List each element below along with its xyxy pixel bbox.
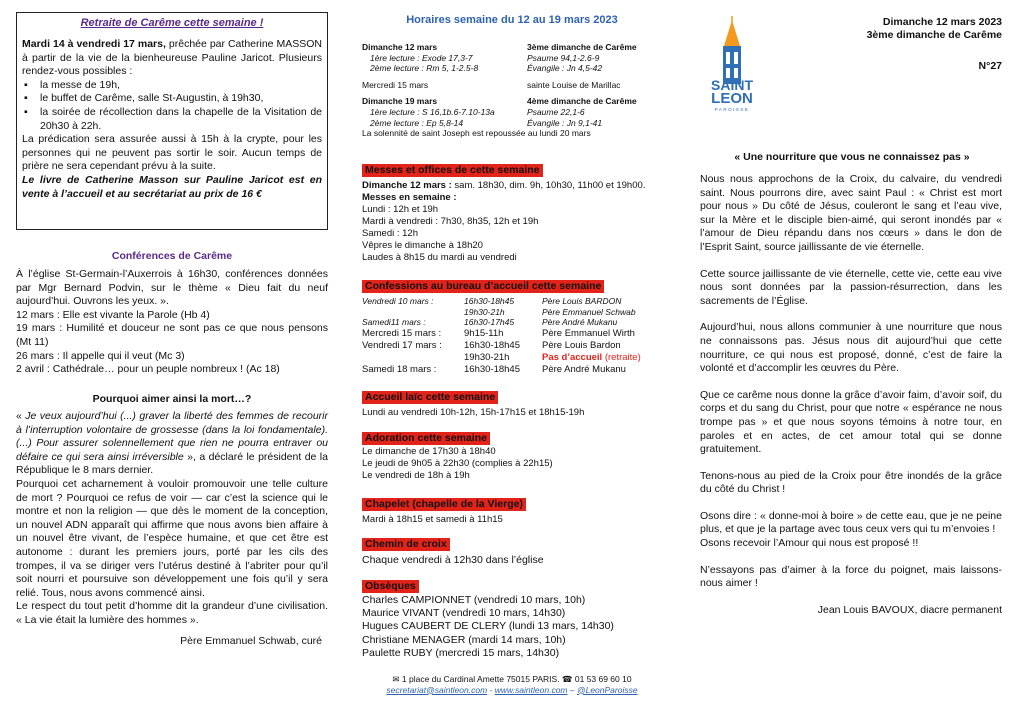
table-row [362,352,662,364]
chapelet-section [362,494,662,526]
conferences-body [16,268,328,377]
article-signature: Père Emmanuel Schwab, curé [180,634,322,647]
header-sunday: 3ème dimanche de Carême [866,29,1002,41]
chemin-section [362,534,662,568]
confession-priest: Père André Mukanu [542,317,618,328]
chapelet-title: Chapelet (chapelle de la Vierge) [362,498,526,511]
article-body [16,410,328,648]
confessions-title: Confessions au bureau d’accueil cette semaine [362,280,604,293]
confession-day: Samedi11 mars : [362,317,426,328]
header [867,16,1002,72]
header-number: N°27 [978,60,1002,72]
editorial-body [700,173,1002,617]
quote-open: « [16,410,26,422]
article-paragraph-2: Le respect du tout petit d’homme dit la grandeur d’une civilisation. « La vie était la lumière des hommes ». [16,600,328,626]
accueil-section [362,387,662,419]
obseques-line: Maurice VIVANT (vendredi 10 mars, 14h30) [362,607,566,620]
confession-priest: Père Emmanuel Schwab [542,306,636,317]
messes-line: Mardi à vendredi : 7h30, 8h35, 12h et 19h [362,216,539,227]
adoration-section [362,428,662,482]
email-link[interactable]: secretariat@saintleon.com [386,684,488,695]
envelope-icon: ✉ [392,674,400,684]
editorial-paragraph: N’essayons pas d’aimer à la force du poignet, mais laissons-nous aimer ! [700,563,1002,590]
messes-line: Laudes à 8h15 du mardi au vendredi [362,252,517,263]
retraite-note: (retraite) [602,351,641,363]
conferences-title: Conférences de Carême [111,250,233,262]
sunday19-label: 4ème dimanche de Carême [527,96,637,107]
chemin-text: Chaque vendredi à 12h30 dans l’église [362,554,544,566]
quote-close: », a déclaré le président de la République le 8 mars dernier. [16,450,328,477]
sunday19-readings-2 [362,118,662,129]
retraite-paragraph: La prédication sera assurée aussi à 15h à la crypte, pour les personnes qui ne peuvent pas sortir le soir. Aucun temps de prière ne sera cependant prévu à la suite. [22,133,322,173]
obseques-line: Paulette RUBY (mercredi 15 mars, 14h30) [362,646,560,659]
confession-time: 19h30-21h [464,351,510,363]
confession-no-service [542,352,641,364]
retraite-box [16,12,328,230]
article-quote [16,410,328,478]
horaires-title: Horaires semaine du 12 au 19 mars 2023 [406,14,618,26]
sunday19-date: Dimanche 19 mars [362,96,438,107]
retraite-intro-bold: Mardi 14 à vendredi 17 mars, [22,38,166,50]
list-item: 26 mars : Il appelle qui il veut (Mc 3) [16,349,185,362]
sunday19-header [362,96,662,107]
sunday12-psalm: Psaume 94,1-2.6-9 [527,52,600,63]
table-row [362,364,662,376]
wednesday15-date: Mercredi 15 mars [362,79,429,90]
confessions-table [362,296,662,376]
editorial-signature: Jean Louis BAVOUX, diacre permanent [817,603,1002,616]
article-paragraph-1: Pourquoi cet acharnement à vouloir promouvoir une telle culture de mort ? Pourquoi ce refus de voir — car c’est la science qui le montre et non la religion — que dès le moment de la conception, un nouvel ADN apparaît qui affirme que nous avons bien affaire à un nouvel être vivant, de l’espèce humaine, et que cet être est autonome : durant les premiers jours, porté par les cils des trompes, il va se diriger vers l’utérus destiné à l’abriter pour qu’il soit nourri et poursuive son développement une fois qu’il y sera relié. Tous, nous avons commencé ainsi. [16,477,328,599]
table-row [362,307,662,318]
footer-address-text: 1 place du Cardinal Amette 75015 PARIS. ☎ 01 53 69 60 10 [401,674,632,684]
logo-saint: SAINT [711,77,753,93]
list-item: ▪ la messe de 19h, [40,79,322,93]
sunday19-reading1: 1ère lecture : S 16,1b.6-7.10-13a [370,106,495,117]
retraite-title: Retraite de Carême cette semaine ! [80,17,264,29]
article-quote-text: Je veux aujourd’hui (...) graver la liberté des femmes de recourir à l’interruption volontaire de grossesse (dans la loi fondamentale). (...) Pour assurer solennellement que rien ne pourra entraver ou défaire ce qui sera ainsi irréversible [16,410,328,463]
confession-time: 16h30-18h45 [464,363,520,375]
confession-time: 16h30-18h45 [464,296,515,306]
social-link[interactable]: @LeonParoisse [576,684,638,695]
retraite-intro-text: prêchée par Catherine MASSON à partir de la vie de la bienheureuse Pauline Jaricot. Plusieurs rendez-vous possibles : [22,38,322,78]
confessions-section [362,276,662,376]
chemin-title: Chemin de croix [362,538,450,551]
retraite-book: Le livre de Catherine Masson sur Pauline Jaricot est en vente à l’accueil et au secrétariat au prix de 16 € [22,173,322,200]
editorial-paragraph: Que ce carême nous donne la grâce d’avoir faim, d’avoir soif, du corps et du sang du Christ, pour que notre « espérance ne nous trompe pas » et que nous soyons témoins à notre tour, en paroles et en actes, de cet amour total qui se donne gratuitement. [700,388,1002,456]
list-item: 2 avril : Cathédrale… pour un peuple nombreux ! (Ac 18) [16,363,280,376]
footer [362,674,662,695]
sunday19-readings-1 [362,107,662,118]
sunday12-header [362,42,662,53]
sunday12-readings-2 [362,63,662,74]
confession-day: Samedi 18 mars : [362,363,437,375]
obseques-title: Obsèques [362,580,419,593]
adoration-line: Le jeudi de 9h05 à 22h30 (complies à 22h15) [362,458,553,469]
messes-sunday [362,180,662,192]
wednesday15 [362,80,662,91]
obseques-line: Charles CAMPIONNET (vendredi 10 mars, 10h) [362,594,586,606]
article-title: Pourquoi aimer ainsi la mort…? [92,393,252,405]
messes-line: Lundi : 12h et 19h [362,204,439,215]
list-item: 19 mars : Humilité et douceur ne sont pas ce que nous pensons (Mt 11) [16,322,328,348]
confession-priest: Père André Mukanu [542,363,626,375]
editorial-paragraph: Cette source jaillissante de vie éternelle, cette vie, cette eau vive nous sont données par la passion-résurrection, dans les sacrements de l’Église. [700,267,1002,307]
messes-sunday-times: sam. 18h30, dim. 9h, 10h30, 11h00 et 19h00. [451,180,646,191]
list-item: 12 mars : Elle est vivante la Parole (Hb 4) [16,308,210,321]
messes-section [362,160,662,264]
messes-line: Vêpres le dimanche à 18h20 [362,240,483,251]
sunday19-psalm: Psaume 22,1-6 [527,106,585,117]
website-link[interactable]: www.saintleon.com [494,684,568,695]
confession-day: Mercredi 15 mars : [362,327,442,339]
list-item: ▪ la soirée de récollection dans la chapelle de la Visitation de 20h30 à 22h. [40,106,322,133]
sunday12-gospel: Évangile : Jn 4,5-42 [527,63,603,74]
horaires-note: La solennité de saint Joseph est repoussée au lundi 20 mars [362,128,591,139]
sunday12-date: Dimanche 12 mars [362,42,438,52]
horaires-block [362,42,662,139]
sunday12-label: 3ème dimanche de Carême [527,42,637,52]
header-date: Dimanche 12 mars 2023 [882,16,1002,28]
logo-leon: LEON [711,90,753,107]
confession-time: 19h30-21h [464,306,505,317]
sunday12-reading1: 1ère lecture : Exode 17,3-7 [370,52,473,63]
chapelet-text: Mardi à 18h15 et samedi à 11h15 [362,514,503,525]
list-item: ▪ le buffet de Carême, salle St-Augustin, à 19h30, [40,92,322,106]
editorial-paragraph: Tenons-nous au pied de la Croix pour être inondés de la grâce du côté du Christ ! [700,469,1002,496]
wednesday15-label: sainte Louise de Marillac [527,79,621,90]
obseques-line: Christiane MENAGER (mardi 14 mars, 10h) [362,633,566,646]
retraite-intro [22,38,322,79]
table-row [362,296,662,307]
obseques-section [362,576,662,660]
editorial-title: « Une nourriture que vous ne connaissez pas » [734,151,970,163]
confession-priest: Père Louis Bardon [542,339,621,351]
footer-address [362,674,662,685]
sunday19-gospel: Évangile : Jn 9,1-41 [527,117,603,128]
confession-day [362,307,464,318]
adoration-title: Adoration cette semaine [362,432,490,445]
accueil-title: Accueil laïc cette semaine [362,391,498,404]
confession-time: 9h15-11h [464,327,504,339]
confession-time: 16h30-18h45 [464,339,520,351]
conferences-intro: À l’église St-Germain-l’Auxerrois à 16h30, conférences données par Mgr Bernard Podvin, sur le thème « Dieu fait du neuf aujourd’hui. Ouvrons les yeux. ». [16,268,328,308]
adoration-line: Le dimanche de 17h30 à 18h40 [362,446,496,457]
confession-day: Vendredi 17 mars : [362,339,442,351]
messes-line: Samedi : 12h [362,228,418,239]
table-row [362,328,662,340]
footer-links [362,685,662,696]
obseques-line: Hugues CAUBERT DE CLERY (lundi 13 mars, 14h30) [362,620,614,633]
confession-priest: Père Emmanuel Wirth [542,327,635,339]
retraite-list [22,79,322,133]
logo-paroisse: PAROISSE [714,107,750,112]
footer-sep: - [487,684,495,695]
confession-priest: Père Louis BARDON [542,296,622,306]
sunday12-readings-1 [362,53,662,64]
table-row [362,340,662,352]
pas-accueil-label: Pas d’accueil [542,351,603,363]
parish-logo [702,16,762,116]
table-row [362,317,662,328]
sunday19-reading2: 2ème lecture : Ep 5,8-14 [370,117,464,128]
confession-day: Vendredi 10 mars : [362,296,434,306]
sunday12-reading2: 2ème lecture : Rm 5, 1-2.5-8 [370,63,479,74]
confession-time: 16h30-17h45 [464,317,515,328]
editorial-paragraph: Aujourd’hui, nous allons communier à une nourriture que nous ne connaissons pas. Jésus nous dit aujourd’hui que cette nourriture, ce qui nous est proposé, donné, c’est de faire la volonté et d’accomplir les œuvres du Père. [700,321,1002,375]
editorial-paragraph: Osons dire : « donne-moi à boire » de cette eau, que je ne peine plus, et que je la partage avec tous ceux vers qui tu m’envoies ! [700,509,1002,536]
adoration-line: Le vendredi de 18h à 19h [362,470,470,481]
editorial-paragraph: Osons recevoir l’Amour qui nous est proposé !! [700,537,919,550]
messes-title: Messes et offices de cette semaine [362,164,543,177]
editorial-paragraph: Nous nous approchons de la Croix, du calvaire, du vendredi saint. Nous pourrons dire, avec saint Paul : « Christ est mort pour nous » Du côté de Jésus, couleront le sang et l’eau vive, sur la Mère et le disciple bien-aimé, qui seront inondés par « l’amour de Dieu répandu dans nos cœurs » dans le don de l’Esprit Saint, source jaillissante de vie éternelle. [700,173,1002,253]
accueil-text: Lundi au vendredi 10h-12h, 15h-17h15 et 18h15-19h [362,407,585,418]
messes-semaine: Messes en semaine : [362,192,457,203]
footer-sep: – [567,684,577,695]
confession-day [362,352,464,364]
messes-sunday-bold: Dimanche 12 mars : [362,180,452,191]
